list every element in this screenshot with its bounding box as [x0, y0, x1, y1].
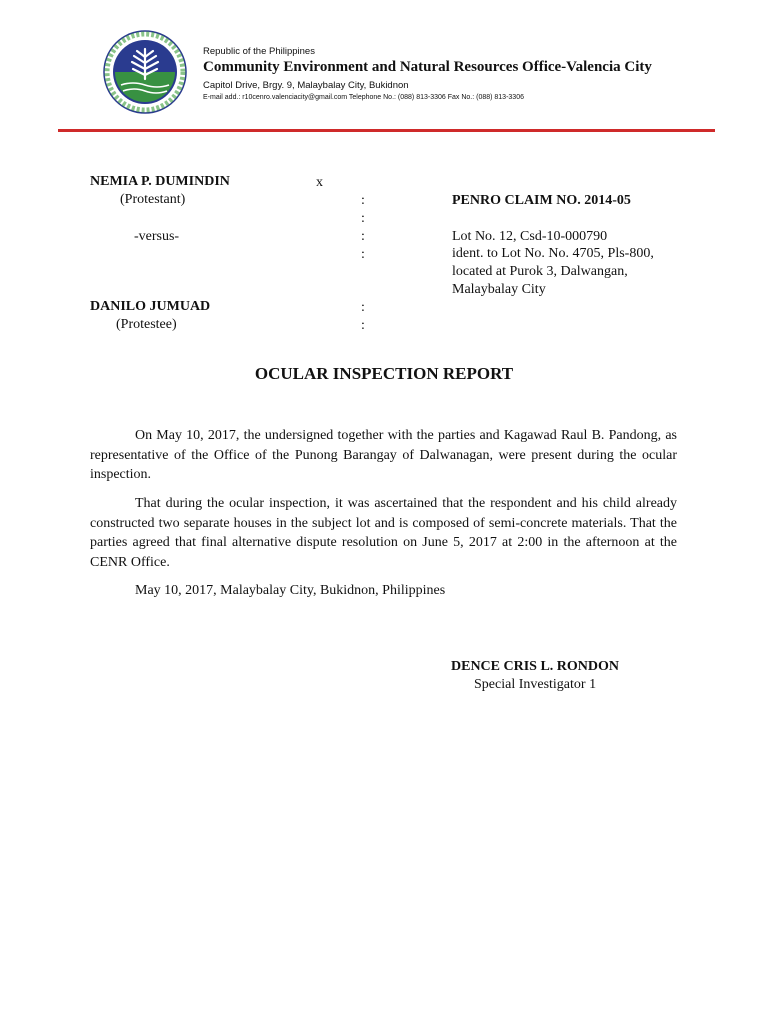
office-contact: E-mail add.: r10cenro.valenciacity@gmail.com Telephone No.: (088) 813-3306 Fax No.: (088) 813-3306: [203, 94, 524, 101]
lot-line: Malaybalay City: [452, 282, 546, 297]
caption-colon: :: [361, 211, 365, 226]
protestee-name: DANILO JUMUAD: [90, 299, 211, 314]
caption-colon: :: [361, 247, 365, 262]
office-name: Community Environment and Natural Resources Office-Valencia City: [203, 59, 652, 75]
lot-line: located at Purok 3, Dalwangan,: [452, 264, 628, 279]
caption-colon: :: [361, 300, 365, 315]
caption-colon: :: [361, 318, 365, 333]
signatory-position: Special Investigator 1: [474, 677, 597, 692]
caption-colon: :: [361, 229, 365, 244]
x-mark: x: [316, 175, 323, 190]
protestant-name: NEMIA P. DUMINDIN: [90, 174, 230, 189]
body-paragraph: That during the ocular inspection, it was ascertained that the respondent and his child already constructed two separate houses in the subject lot and is composed of semi-concrete materials. That the parties agreed that final alternative dispute resolution on June 5, 2017 at 2:00 in the afternoon at the CENR Office.: [90, 496, 677, 570]
lot-line: Lot No. 12, Csd-10-000790: [452, 229, 608, 244]
caption-colon: :: [361, 193, 365, 208]
versus-label: -versus-: [134, 229, 180, 244]
claim-number: PENRO CLAIM NO. 2014-05: [452, 193, 631, 208]
body-paragraph: On May 10, 2017, the undersigned together with the parties and Kagawad Raul B. Pandong, as representative of the Office of the Punong Barangay of Dalwanagan, were present during the ocular inspection.: [90, 428, 677, 482]
protestant-role: (Protestant): [120, 192, 186, 207]
denr-seal-logo: [103, 29, 187, 115]
header-divider: [58, 129, 715, 132]
signatory-name: DENCE CRIS L. RONDON: [451, 659, 620, 674]
report-title: OCULAR INSPECTION REPORT: [254, 364, 514, 383]
date-place-line: May 10, 2017, Malaybalay City, Bukidnon, Philippines: [135, 583, 446, 598]
protestee-role: (Protestee): [116, 317, 177, 332]
republic-line: Republic of the Philippines: [203, 46, 315, 57]
office-address: Capitol Drive, Brgy. 9, Malaybalay City, Bukidnon: [203, 80, 409, 91]
lot-line: ident. to Lot No. No. 4705, Pls-800,: [452, 246, 654, 261]
